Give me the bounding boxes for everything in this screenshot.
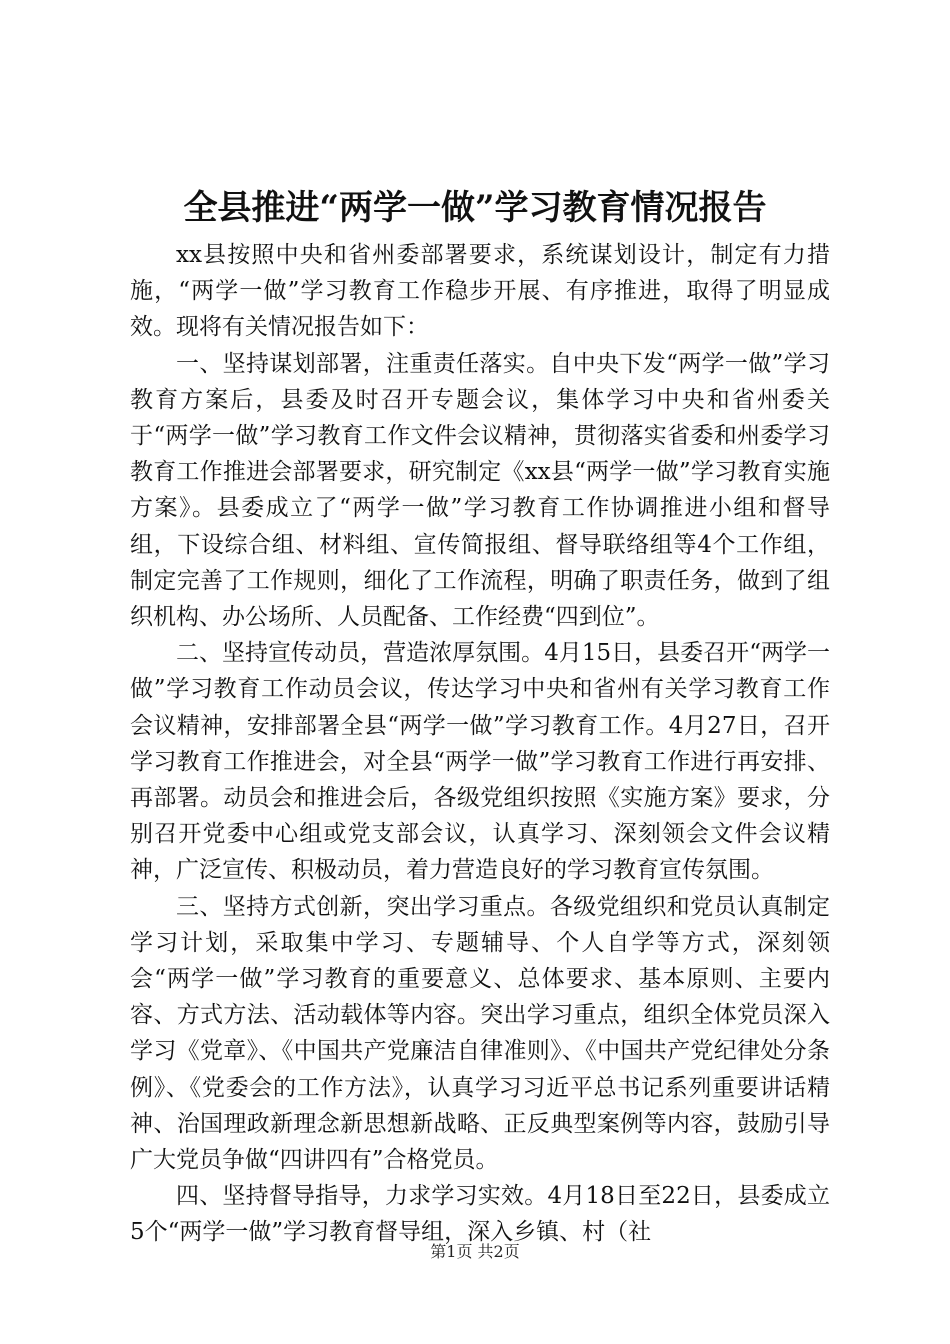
paragraph-section-1: 一、坚持谋划部署，注重责任落实。自中央下发“两学一做”学习教育方案后，县委及时召开专题会议，集体学习中央和省州委关于“两学一做”学习教育工作文件会议精神，贯彻落实省委和州委学习教育工作推进会部署要求，研究制定《xx县“两学一做”学习教育实施方案》。县委成立了“两学一做”学习教育工作协调推进小组和督导组，下设综合组、材料组、宣传简报组、督导联络组等4个工作组，制定完善了工作规则，细化了工作流程，明确了职责任务，做到了组织机构、办公场所、人员配备、工作经费“四到位”。 xyxy=(130,350,830,631)
paragraph-section-3: 三、坚持方式创新，突出学习重点。各级党组织和党员认真制定学习计划，采取集中学习、专题辅导、个人自学等方式，深刻领会“两学一做”学习教育的重要意义、总体要求、基本原则、主要内容、方式方法、活动载体等内容。突出学习重点，组织全体党员深入学习《党章》、《中国共产党廉洁自律准则》、《中国共产党纪律处分条例》、《党委会的工作方法》，认真学习习近平总书记系列重要讲话精神、治国理政新理念新思想新战略、正反典型案例等内容，鼓励引导广大党员争做“四讲四有”合格党员。 xyxy=(130,893,830,1174)
page-number-footer: 第1页 共2页 xyxy=(430,1242,520,1261)
paragraph-section-4: 四、坚持督导指导，力求学习实效。4月18日至22日，县委成立5个“两学一做”学习教育督导组，深入乡镇、村（社 xyxy=(130,1183,830,1246)
paragraph-intro: xx县按照中央和省州委部署要求，系统谋划设计，制定有力措施，“两学一做”学习教育工作稳步开展、有序推进，取得了明显成效。现将有关情况报告如下： xyxy=(130,242,830,341)
paragraph-section-2: 二、坚持宣传动员，营造浓厚氛围。4月15日，县委召开“两学一做”学习教育工作动员会议，传达学习中央和省州有关学习教育工作会议精神，安排部署全县“两学一做”学习教育工作。4月27日，召开学习教育工作推进会，对全县“两学一做”学习教育工作进行再安排、再部署。动员会和推进会后，各级党组织按照《实施方案》要求，分别召开党委中心组或党支部会议，认真学习、深刻领会文件会议精神，广泛宣传、积极动员，着力营造良好的学习教育宣传氛围。 xyxy=(130,640,830,884)
document-title: 全县推进“两学一做”学习教育情况报告 xyxy=(183,188,767,228)
document-body xyxy=(130,237,830,1251)
